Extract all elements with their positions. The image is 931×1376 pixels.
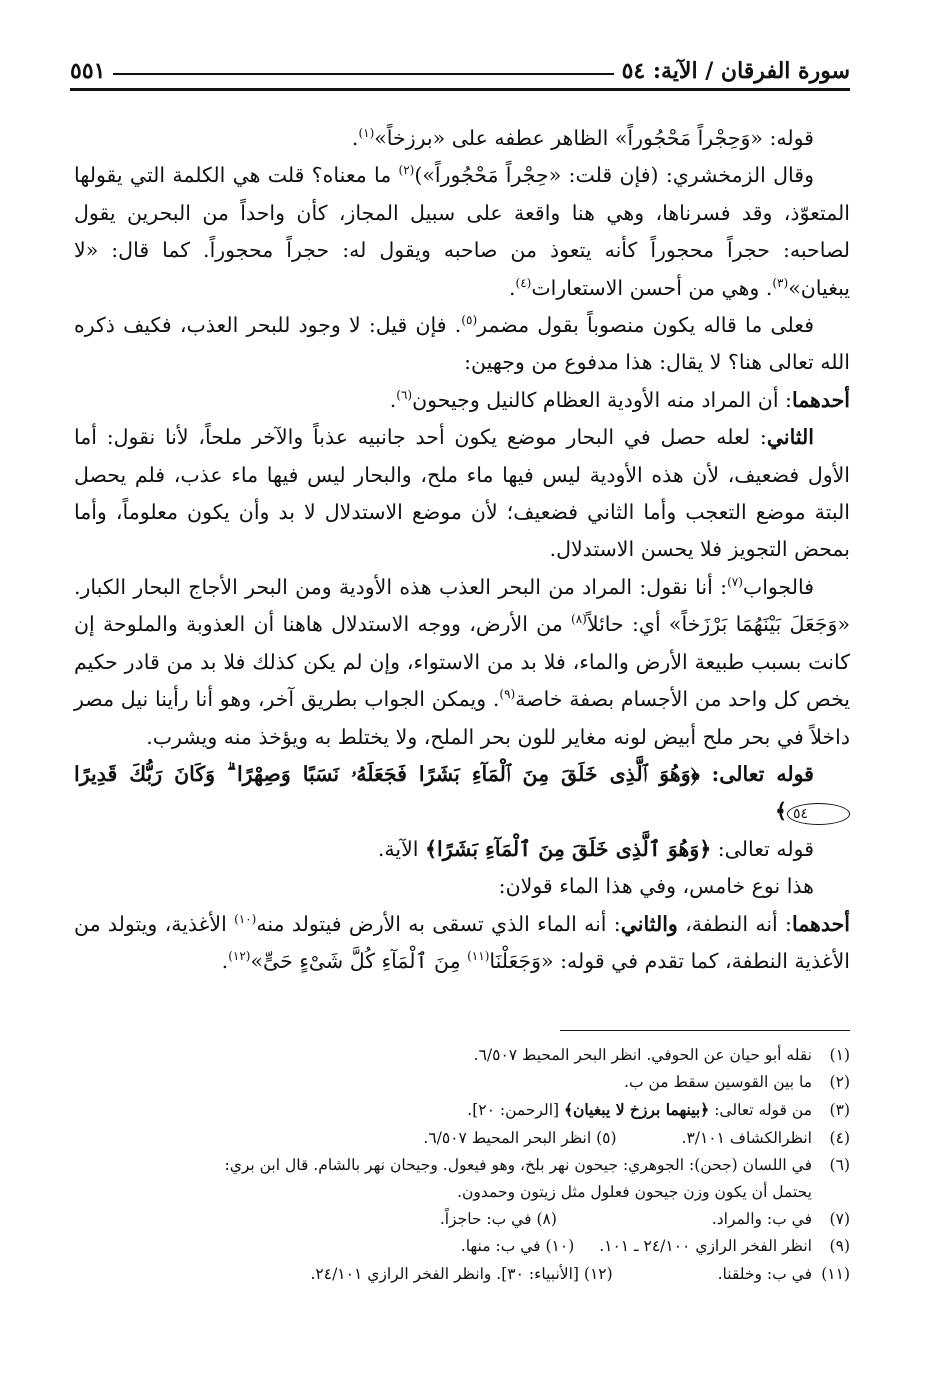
footnote-text: من قوله تعالى: <box>709 1101 812 1120</box>
quran-bracket: ﴾ <box>774 799 787 824</box>
text-run: الأغذية، ويتولد من الأغذية النطفة، كما تقدم في قوله: «وَجَعَلْنَا <box>74 911 850 973</box>
footnote-ref: (٩) <box>499 687 516 702</box>
footnote-text: [الرحمن: ٢٠]. <box>467 1101 564 1120</box>
footnote-pair <box>66 1261 850 1288</box>
footnote-text: [الأنبياء: ٣٠]. وانظر الفخر الرازي ٢٤/١٠١. <box>310 1264 579 1283</box>
paragraph <box>74 569 850 756</box>
footnote-number: (١١) <box>821 1264 850 1283</box>
text-run: . فإن قيل: لا وجود للبحر العذب، فكيف ذكره الله تعالى هنا؟ لا يقال: هذا مدفوع من وجهين: <box>74 313 850 375</box>
book-page <box>60 40 850 1360</box>
footnote-text: في اللسان (جحن): الجوهري: جيحون نهر بلخ، وهو فيعول. وجيحان نهر بالشام. قال ابن بري: <box>224 1155 812 1174</box>
footnote-ref: (٢) <box>398 163 415 178</box>
footnote-ref: (١) <box>358 126 375 141</box>
footnote-text: في ب: حاجزاً. <box>439 1210 532 1229</box>
footnote-number: (١٢) <box>583 1264 613 1283</box>
footnote-ref: (٨) <box>571 612 587 627</box>
footnote-text: في ب: والمراد. <box>711 1210 812 1229</box>
text-run: هذا نوع خامس، وفي هذا الماء قولان: <box>498 874 814 899</box>
footnote-ref: (١٠) <box>234 911 257 926</box>
footnote-pair <box>66 1206 850 1233</box>
quran-verse: ﴿وَهُوَ ٱلَّذِى خَلَقَ مِنَ ٱلْمَآءِ بَشَرًا فَجَعَلَهُۥ نَسَبًا وَصِهْرًا ۗ وَكَانَ رَبُّكَ قَدِيرًا <box>74 761 700 786</box>
footnote-ref: (١٢) <box>228 949 251 964</box>
text-run: . <box>221 948 229 973</box>
header-rule <box>70 88 850 91</box>
header-leader-line <box>113 73 613 75</box>
text-run: فعلى ما قاله يكون منصوباً بقول مضمر <box>477 313 814 338</box>
footnote <box>310 1261 612 1288</box>
footnote <box>66 1042 850 1069</box>
footnote-text: انظر الفخر الرازي ٢٤/١٠٠ ـ ١٠١. <box>599 1237 812 1256</box>
footnote-ref: (١١) <box>467 949 490 964</box>
footnote-text: في ب: وخلقنا. <box>717 1264 812 1283</box>
footnote-text: يحتمل أن يكون وزن جيحون فعلول مثل زيتون وحمدون. <box>457 1183 812 1202</box>
quran-verse: ﴿وَهُوَ ٱلَّذِى خَلَقَ مِنَ ٱلْمَآءِ بَشَرًا﴾ <box>425 836 712 861</box>
text-run: فالجواب <box>742 574 815 599</box>
footnote <box>66 1152 850 1206</box>
footnotes <box>66 1042 850 1288</box>
text-run: وقال الزمخشري: (فإن قلت: «حِجْراً مَحْجُوراً») <box>414 163 814 188</box>
text-run: ما معناه؟ قلت هي الكلمة التي يقولها المتعوّذ، وقد فسرناها، وهي هنا واقعة على سبيل المجاز، كأن واحداً من البحرين يقول لصاحبه: حجراً محجوراً كأنه يتعوذ من صاحبه ويقول له: حجراً محجوراً. كما قال: «لا يبغيان» <box>74 163 850 300</box>
quran-verse: ﴿بينهما برزخ لا يبغيان﴾ <box>563 1100 710 1120</box>
term-label: الثاني <box>766 425 814 450</box>
ayah-number-badge: ٥٤ <box>787 803 850 825</box>
footnote-number: (١) <box>829 1046 850 1064</box>
text-run: الآية. <box>377 836 426 861</box>
footnote-ref: (٧) <box>727 575 743 590</box>
paragraph <box>74 120 850 157</box>
footnote-pair <box>66 1125 850 1152</box>
footnote-pair <box>66 1233 850 1260</box>
paragraph <box>74 307 850 382</box>
footnote-ref: (٦) <box>396 388 413 403</box>
text-run: . <box>389 387 397 412</box>
text-run: . <box>351 126 359 150</box>
footnote-separator <box>560 1030 850 1031</box>
footnote-number: (٢) <box>829 1073 850 1092</box>
paragraph <box>74 419 850 569</box>
footnote-text: انظر البحر المحيط ٦/٥٠٧. <box>423 1128 592 1147</box>
text-run: : أنه النطفة، <box>677 911 792 936</box>
term-label: والثاني <box>620 911 678 936</box>
text-run: . ويمكن الجواب بطريق آخر، وهو أنا رأينا نيل مصر داخلاً في بحر ملح أبيض لونه مغاير للون بحر الملح، ولا يختلط به ويؤخذ منه ويشرب. <box>74 687 850 749</box>
footnote-number: (٣) <box>829 1101 850 1120</box>
footnote <box>461 1233 575 1260</box>
term-label: أحدهما <box>791 387 850 412</box>
text-run: . وهي من أحسن الاستعارات <box>531 275 773 300</box>
footnote-number: (٦) <box>829 1155 850 1174</box>
footnote-ref: (٣) <box>772 275 789 290</box>
footnote-number: (٧) <box>829 1210 850 1229</box>
footnote-number: (٩) <box>829 1237 850 1256</box>
paragraph <box>74 157 850 307</box>
text-run: : أنا نقول: المراد من البحر العذب هذه الأودية ومن البحر الأجاج البحار الكبار. «وَجَعَلَ بَيْنَهُمَا بَرْزَخاً» أي: حائلاً <box>74 574 850 637</box>
paragraph <box>74 906 850 981</box>
text-run: من الأرض، ووجه الاستدلال هاهنا أن العذوبة والملوحة إن كانت بسبب طبيعة الأرض والماء، فلا بد من الاستواء، وإن لم يكن كذلك فلا بد من قادر حكيم يخص كل واحد من الأجسام بصفة خاصة <box>74 612 851 712</box>
main-text <box>74 120 850 980</box>
verse-heading <box>74 756 850 831</box>
text-run: قوله: «وَحِجْراً مَحْجُوراً» الظاهر عطفه على «برزخاً» <box>374 126 814 150</box>
paragraph <box>74 382 850 419</box>
text-run: : أن المراد منه الأودية العظام كالنيل وجيحون <box>412 387 792 412</box>
text-run: : أنه الماء الذي تسقى به الأرض فيتولد منه <box>256 911 621 936</box>
text-run: . <box>508 275 516 300</box>
footnote-text: في ب: منها. <box>460 1237 541 1256</box>
footnote-number: (٨) <box>536 1210 557 1229</box>
footnote-ref: (٥) <box>461 313 478 328</box>
footnote <box>423 1125 616 1152</box>
paragraph <box>74 868 850 905</box>
footnote-ref: (٤) <box>515 275 532 290</box>
term-label: أحدهما <box>791 911 850 936</box>
footnote-number: (٤) <box>829 1128 850 1147</box>
term-label: قوله تعالى: <box>699 761 814 786</box>
footnote-text: نقله أبو حيان عن الحوفي. انظر البحر المحيط ٦/٥٠٧. <box>473 1046 812 1064</box>
footnote-text: ما بين القوسين سقط من ب. <box>624 1073 812 1092</box>
footnote-number: (٥) <box>596 1128 617 1147</box>
footnote <box>66 1096 850 1124</box>
text-run: مِنَ ٱلْمَآءِ كُلَّ شَىْءٍ حَىٍّ» <box>250 948 468 973</box>
page-header <box>70 48 850 84</box>
footnote-text: انظرالكشاف ٣/١٠١. <box>681 1128 812 1147</box>
footnote <box>440 1206 557 1233</box>
text-run: قوله تعالى: <box>711 836 814 861</box>
footnote <box>66 1069 850 1096</box>
running-title: سورة الفرقان / الآية: ٥٤ <box>621 58 850 84</box>
paragraph <box>74 831 850 868</box>
footnote-number: (١٠) <box>545 1237 575 1256</box>
page-number: ٥٥١ <box>70 58 106 84</box>
text-run: : لعله حصل في البحار موضع يكون أحد جانبيه عذباً والآخر ملحاً، لأنا نقول: أما الأول فضعيف، لأن هذه الأودية ليس فيها ماء ملح، والبحار ليس فيها ماء عذب، فلم يحصل البتة موضع التعجب وأما الثاني فضعيف؛ لأن موضع الاستدلال لا بد وأن يكون معلوماً، وأما بمحض التجويز فلا يحسن الاستدلال. <box>74 425 850 562</box>
